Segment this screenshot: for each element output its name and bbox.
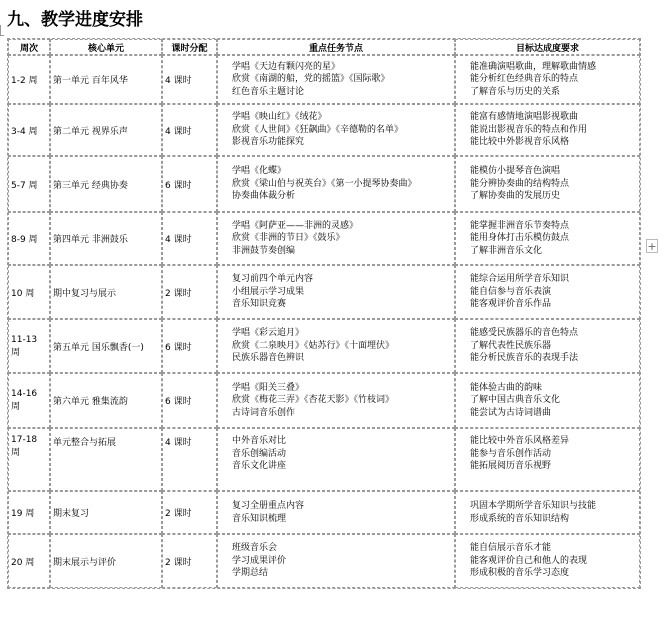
- table-row: [8, 55, 640, 104]
- goal-item: • 了解代表性民族乐器: [470, 340, 637, 353]
- task-list: [220, 165, 452, 203]
- goal-item: • 能尝试为古诗词谱曲: [470, 407, 637, 420]
- goal-list: [458, 220, 637, 258]
- hours-cell: 6 课时: [162, 319, 217, 373]
- goal-item: • 能感受民族器乐的音色特点: [470, 327, 637, 340]
- goals-cell: [455, 319, 640, 373]
- header-hours: 课时分配: [162, 39, 217, 55]
- task-item: • 音乐创编活动: [232, 448, 452, 461]
- table-row: [8, 265, 640, 319]
- goal-item: • 能分析红色经典音乐的特点: [470, 73, 637, 86]
- week-cell: 1-2 周: [8, 55, 50, 104]
- goal-item: • 巩固本学期所学音乐知识与技能: [470, 500, 637, 513]
- schedule-table: [7, 38, 641, 589]
- table-row: [8, 534, 640, 588]
- hours-cell: 2 课时: [162, 491, 217, 534]
- task-item: • 影视音乐功能探究: [232, 136, 452, 149]
- goals-cell: [455, 265, 640, 319]
- goal-item: • 了解音乐与历史的关系: [470, 86, 637, 99]
- goals-cell: [455, 212, 640, 265]
- task-item: • 古诗词音乐创作: [232, 407, 452, 420]
- task-item: • 欣赏《南湖的船，党的摇篮》《国际歌》: [232, 73, 452, 86]
- unit-cell: 期末复习: [50, 491, 162, 534]
- goal-item: • 能参与音乐创作活动: [470, 448, 637, 461]
- goal-item: • 能分析民族音乐的表现手法: [470, 352, 637, 365]
- goal-item: • 能自信参与音乐表演: [470, 286, 637, 299]
- goals-cell: [455, 428, 640, 491]
- goal-item: • 能综合运用所学音乐知识: [470, 273, 637, 286]
- task-item: • 音乐知识竞赛: [232, 298, 452, 311]
- task-item: • 学习成果评价: [232, 555, 452, 568]
- task-item: • 欣赏《非洲的节日》《鼓乐》: [232, 232, 452, 245]
- task-item: • 学唱《映山红》《绒花》: [232, 111, 452, 124]
- goal-item: • 能掌握非洲音乐节奏特点: [470, 220, 637, 233]
- task-list: [220, 435, 452, 473]
- hours-cell: 4 课时: [162, 428, 217, 491]
- task-list: [220, 327, 452, 365]
- goal-item: • 形成积极的音乐学习态度: [470, 567, 637, 580]
- tasks-cell: [217, 428, 455, 491]
- table-expand-button[interactable]: +: [647, 240, 657, 253]
- table-row: [8, 373, 640, 428]
- week-cell: 5-7 周: [8, 156, 50, 212]
- header-unit: 核心单元: [50, 39, 162, 55]
- goal-item: • 能用身体打击乐模仿鼓点: [470, 232, 637, 245]
- task-item: • 非洲鼓节奏创编: [232, 245, 452, 258]
- goal-item: • 了解协奏曲的发展历史: [470, 190, 637, 203]
- week-cell: 14-16 周: [8, 373, 50, 428]
- task-item: • 欣赏《梁山伯与祝英台》《第一小提琴协奏曲》: [232, 178, 452, 191]
- tasks-cell: [217, 212, 455, 265]
- goal-item: • 能客观评价音乐作品: [470, 298, 637, 311]
- goal-list: [458, 273, 637, 311]
- goal-item: • 能客观评价自己和他人的表现: [470, 555, 637, 568]
- hours-cell: 4 课时: [162, 212, 217, 265]
- task-item: • 红色音乐主题讨论: [232, 86, 452, 99]
- header-week: 周次: [8, 39, 50, 55]
- task-item: • 欣赏《二泉映月》《姑苏行》《十面埋伏》: [232, 340, 452, 353]
- goal-list: [458, 435, 637, 473]
- goal-item: • 能分辨协奏曲的结构特点: [470, 178, 637, 191]
- week-cell: 3-4 周: [8, 104, 50, 156]
- task-item: • 复习全册重点内容: [232, 500, 452, 513]
- task-item: • 欣赏《梅花三弄》《杏花天影》《竹枝词》: [232, 394, 452, 407]
- table-row: [8, 491, 640, 534]
- goal-item: • 能说出影视音乐的特点和作用: [470, 124, 637, 137]
- task-item: • 复习前四个单元内容: [232, 273, 452, 286]
- goal-list: [458, 542, 637, 580]
- unit-cell: 第六单元 雅集流韵: [50, 373, 162, 428]
- unit-cell: 第三单元 经典协奏: [50, 156, 162, 212]
- hours-cell: 2 课时: [162, 265, 217, 319]
- goals-cell: [455, 104, 640, 156]
- table-header-row: [8, 39, 640, 55]
- task-list: [220, 111, 452, 149]
- hours-cell: 2 课时: [162, 534, 217, 588]
- paragraph-marker: [0, 25, 4, 36]
- task-item: • 学唱《阳关三叠》: [232, 382, 452, 395]
- section-heading: 九、教学进度安排: [7, 10, 143, 30]
- task-list: [220, 542, 452, 580]
- goal-list: [458, 327, 637, 365]
- unit-cell: 期中复习与展示: [50, 265, 162, 319]
- goals-cell: [455, 491, 640, 534]
- task-item: • 学唱《化蝶》: [232, 165, 452, 178]
- week-cell: 11-13 周: [8, 319, 50, 373]
- task-item: • 中外音乐对比: [232, 435, 452, 448]
- task-list: [220, 61, 452, 99]
- task-list: [220, 382, 452, 420]
- week-cell: 20 周: [8, 534, 50, 588]
- goal-list: [458, 165, 637, 203]
- goals-cell: [455, 373, 640, 428]
- week-cell: 8-9 周: [8, 212, 50, 265]
- tasks-cell: [217, 373, 455, 428]
- tasks-cell: [217, 534, 455, 588]
- goals-cell: [455, 156, 640, 212]
- hours-cell: 6 课时: [162, 373, 217, 428]
- task-item: • 欣赏《人世间》《狂飙曲》《辛德勒的名单》: [232, 124, 452, 137]
- unit-cell: 第一单元 百年风华: [50, 55, 162, 104]
- week-cell: 19 周: [8, 491, 50, 534]
- goal-item: • 能准确演唱歌曲，理解歌曲情感: [470, 61, 637, 74]
- tasks-cell: [217, 265, 455, 319]
- goal-item: • 了解中国古典音乐文化: [470, 394, 637, 407]
- tasks-cell: [217, 156, 455, 212]
- unit-cell: 第四单元 非洲鼓乐: [50, 212, 162, 265]
- task-item: • 民族乐器音色辨识: [232, 352, 452, 365]
- tasks-cell: [217, 491, 455, 534]
- unit-cell: 第五单元 国乐飘香(一): [50, 319, 162, 373]
- table-row: [8, 212, 640, 265]
- task-list: [220, 220, 452, 258]
- goal-list: [458, 382, 637, 420]
- table-row: [8, 428, 640, 491]
- goal-item: • 能比较中外音乐风格差异: [470, 435, 637, 448]
- goal-item: • 能自信展示音乐才能: [470, 542, 637, 555]
- goal-item: • 了解非洲音乐文化: [470, 245, 637, 258]
- task-item: • 学唱《阿萨亚——非洲的灵感》: [232, 220, 452, 233]
- week-cell: 10 周: [8, 265, 50, 319]
- task-list: [220, 500, 452, 525]
- tasks-cell: [217, 104, 455, 156]
- table-row: [8, 156, 640, 212]
- unit-cell: 期末展示与评价: [50, 534, 162, 588]
- goals-cell: [455, 534, 640, 588]
- task-item: • 学期总结: [232, 567, 452, 580]
- unit-cell: 单元整合与拓展: [50, 428, 162, 491]
- hours-cell: 4 课时: [162, 104, 217, 156]
- tasks-cell: [217, 319, 455, 373]
- task-item: • 班级音乐会: [232, 542, 452, 555]
- tasks-cell: [217, 55, 455, 104]
- hours-cell: 6 课时: [162, 156, 217, 212]
- goal-item: • 能体验古曲的韵味: [470, 382, 637, 395]
- task-item: • 协奏曲体裁分析: [232, 190, 452, 203]
- goal-item: • 能模仿小提琴音色演唱: [470, 165, 637, 178]
- task-item: • 小组展示学习成果: [232, 286, 452, 299]
- unit-cell: 第二单元 视界乐声: [50, 104, 162, 156]
- task-item: • 学唱《天边有颗闪亮的星》: [232, 61, 452, 74]
- task-item: • 学唱《彩云追月》: [232, 327, 452, 340]
- task-item: • 音乐文化讲座: [232, 460, 452, 473]
- hours-cell: 4 课时: [162, 55, 217, 104]
- task-item: • 音乐知识梳理: [232, 513, 452, 526]
- goal-item: • 能拓展阅历音乐视野: [470, 460, 637, 473]
- goal-list: [458, 500, 637, 525]
- header-tasks: 重点任务节点: [217, 39, 455, 55]
- goal-list: [458, 61, 637, 99]
- goal-item: • 能比较中外影视音乐风格: [470, 136, 637, 149]
- header-goals: 目标达成度要求: [455, 39, 640, 55]
- goal-item: • 形成系统的音乐知识结构: [470, 513, 637, 526]
- goal-list: [458, 111, 637, 149]
- task-list: [220, 273, 452, 311]
- week-cell: 17-18 周: [8, 428, 50, 491]
- table-row: [8, 319, 640, 373]
- goals-cell: [455, 55, 640, 104]
- table-row: [8, 104, 640, 156]
- goal-item: • 能富有感情地演唱影视歌曲: [470, 111, 637, 124]
